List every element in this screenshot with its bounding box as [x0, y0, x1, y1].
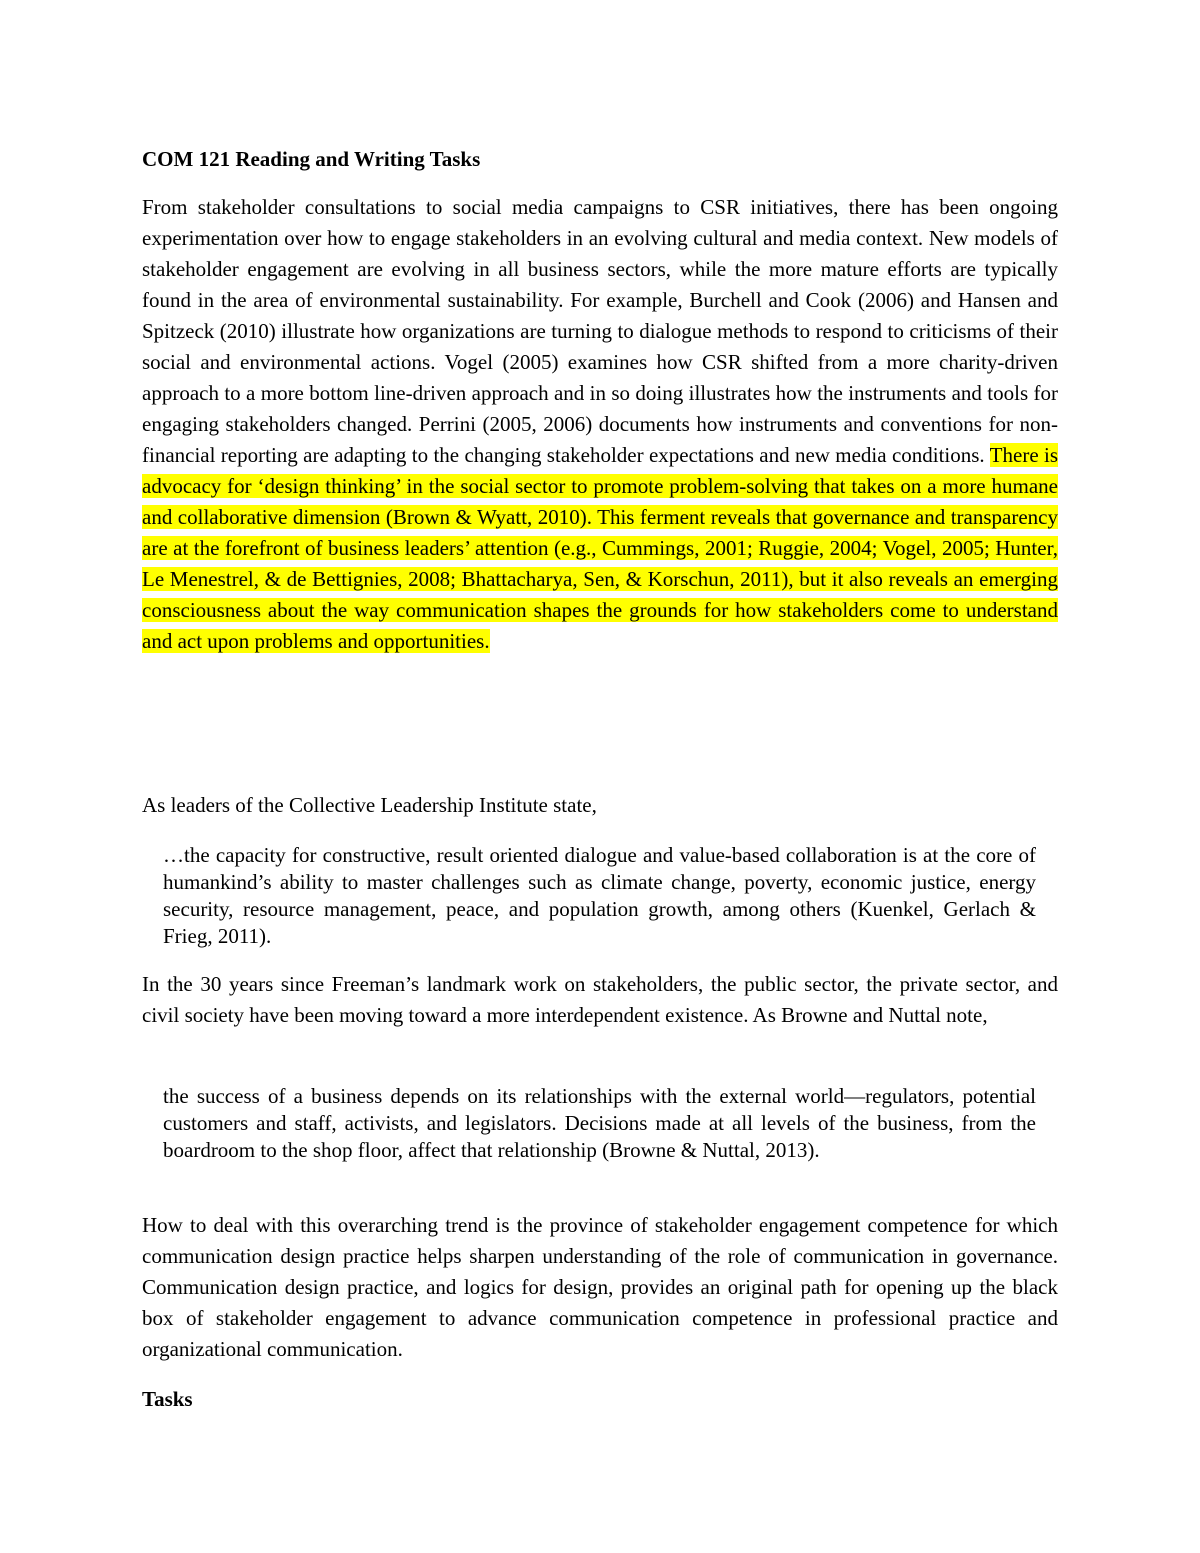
tasks-heading: Tasks: [142, 1387, 193, 1411]
document-title: COM 121 Reading and Writing Tasks: [142, 147, 481, 171]
paragraph-intro: [142, 192, 1058, 657]
block-quote-browne: the success of a business depends on its relationships with the external world—regulators, potential customers and staff, activists, and legislators. Decisions made at all levels of the business, from the boardroom to the shop floor, affect that relationship (Browne & Nuttal, 2013).: [163, 1084, 1036, 1162]
paragraph-leaders: As leaders of the Collective Leadership Institute state,: [142, 793, 597, 817]
block-quote-kuenkel: …the capacity for constructive, result oriented dialogue and value-based collaboration is at the core of humankind’s ability to master challenges such as climate change, poverty, economic justice, energy security, resource management, peace, and population growth, among others (Kuenkel, Gerlach & Frieg, 2011).: [163, 843, 1036, 948]
paragraph-competence: How to deal with this overarching trend is the province of stakeholder engagement competence for which communication design practice helps sharpen understanding of the role of communication in governance. Communication design practice, and logics for design, provides an original path for opening up the black box of stakeholder engagement to advance communication competence in professional practice and organizational communication.: [142, 1213, 1058, 1361]
highlighted-text: There is advocacy for ‘design thinking’ in the social sector to promote problem-solving that takes on a more humane and collaborative dimension (Brown & Wyatt, 2010). This ferment reveals that governance and transparency are at the forefront of business leaders’ attention (e.g., Cummings, 2001; Ruggie, 2004; Vogel, 2005; Hunter, Le Menestrel, & de Bettignies, 2008; Bhattacharya, Sen, & Korschun, 2011), but it also reveals an emerging consciousness about the way communication shapes the grounds for how stakeholders come to understand and act upon problems and opportunities.: [142, 443, 1058, 653]
paragraph-freeman: In the 30 years since Freeman’s landmark work on stakeholders, the public sector, the private sector, and civil society have been moving toward a more interdependent existence. As Browne and Nuttal note,: [142, 972, 1058, 1027]
paragraph-intro-text: From stakeholder consultations to social media campaigns to CSR initiatives, there has been ongoing experimentation over how to engage stakeholders in an evolving cultural and media context. New models of stakeholder engagement are evolving in all business sectors, while the more mature efforts are typically found in the area of environmental sustainability. For example, Burchell and Cook (2006) and Hansen and Spitzeck (2010) illustrate how organizations are turning to dialogue methods to respond to criticisms of their social and environmental actions. Vogel (2005) examines how CSR shifted from a more charity-driven approach to a more bottom line-driven approach and in so doing illustrates how the instruments and tools for engaging stakeholders changed. Perrini (2005, 2006) documents how instruments and conventions for non-financial reporting are adapting to the changing stakeholder expectations and new media conditions.: [142, 195, 1058, 467]
